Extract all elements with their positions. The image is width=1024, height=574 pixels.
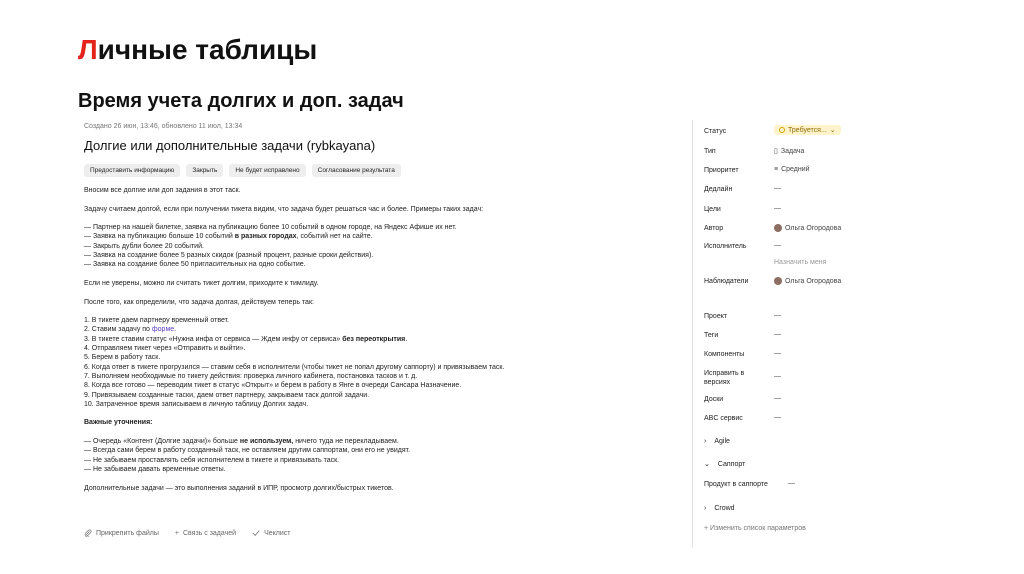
- goals-label: Цели: [704, 206, 721, 213]
- product-field[interactable]: —: [788, 480, 795, 487]
- step-line: 9. Привязываем созданные таски, даем ответ партнеру, закрываем таск долгой задачи.: [84, 391, 370, 399]
- approval-button[interactable]: Согласование результата: [312, 164, 401, 177]
- task-title: Долгие или дополнительные задачи (rybkayana): [84, 138, 376, 153]
- deadline-label: Дедлайн: [704, 186, 733, 193]
- task-meta: Создано 26 июн, 13:46, обновлено 11 июл, 13:34: [84, 123, 243, 130]
- sidebar-divider: [692, 120, 693, 548]
- attach-files-button[interactable]: [84, 529, 159, 537]
- chevron-down-icon: ⌄: [704, 461, 710, 468]
- type-value: Задача: [780, 147, 805, 155]
- fix-versions-label: Исправить в версиях: [704, 370, 745, 386]
- step-line: 10. Затраченное время записываем в личную таблицу Долгих задач.: [84, 400, 309, 408]
- crowd-label: Crowd: [714, 505, 735, 512]
- tags-field[interactable]: —: [774, 331, 781, 338]
- step-line: 1. В тикете даем партнеру временный ответ.: [84, 317, 230, 325]
- document-icon: ▯: [774, 148, 778, 155]
- example-line: — Заявка на публикацию больше 10 событий в разных городах, событий нет на сайте.: [84, 233, 373, 241]
- long-definition-text: Задачу считаем долгой, если при получении тикета видим, что задача будет решаться час и более. Примеры таких задач:: [84, 205, 484, 213]
- example-line: — Партнер на нашей билетке, заявка на публикацию более 10 событий в одном городе, на Яндекс Афише их нет.: [84, 224, 457, 232]
- goals-field[interactable]: —: [774, 205, 781, 212]
- assign-me-link[interactable]: Назначить меня: [774, 259, 827, 266]
- priority-icon: ≡: [774, 166, 779, 173]
- watchers-value: Ольга Огородова: [785, 277, 842, 285]
- type-field[interactable]: [774, 147, 804, 155]
- status-label: Статус: [704, 128, 727, 135]
- section-crowd[interactable]: [704, 505, 735, 512]
- step-line: 7. Выполняем необходимые по тикету действия: проверка личного кабинета, постановка тасков и т. д.: [84, 372, 418, 380]
- form-link[interactable]: форме: [151, 326, 175, 334]
- task-actions: [84, 164, 401, 177]
- boards-label: Доски: [704, 396, 724, 403]
- step-line: 5. Берем в работу таск.: [84, 354, 161, 362]
- extra-text: Дополнительные задачи — это выполнения заданий в ИПР, просмотр долгих/быстрых тикетов.: [84, 484, 394, 492]
- task-screenshot: [80, 118, 950, 550]
- checklist-button[interactable]: [252, 529, 290, 537]
- components-field[interactable]: —: [774, 350, 781, 357]
- priority-field[interactable]: [774, 166, 810, 173]
- status-dot-icon: [779, 127, 785, 133]
- checklist-icon: [252, 529, 260, 537]
- boards-field[interactable]: —: [774, 395, 781, 402]
- provide-info-button[interactable]: Предоставить информацию: [84, 164, 180, 177]
- section-agile[interactable]: [704, 438, 730, 445]
- status-value: Требуется...: [788, 126, 827, 134]
- avatar: [774, 224, 782, 232]
- support-label: Саппорт: [717, 460, 746, 468]
- deadline-field[interactable]: —: [774, 185, 781, 192]
- author-field[interactable]: [774, 224, 841, 232]
- watchers-label: Наблюдатели: [704, 278, 749, 285]
- assignee-field[interactable]: —: [774, 242, 781, 249]
- attach-files-label: Прикрепить файлы: [96, 529, 159, 537]
- step-line: 2. Ставим задачу по форме.: [84, 326, 177, 334]
- task-footer: [84, 529, 290, 537]
- task-description: [84, 186, 684, 493]
- project-label: Проект: [704, 313, 728, 320]
- priority-label: Приоритет: [704, 167, 739, 174]
- step-line: 8. Когда все готово — переводим тикет в статус «Открыт» и берем в работу в Янге в очереди Сансара Назначение.: [84, 382, 462, 390]
- type-label: Тип: [704, 148, 716, 155]
- link-task-label: Связь с задачей: [182, 529, 237, 537]
- chevron-right-icon: ›: [704, 438, 707, 445]
- slide-title: [78, 34, 317, 66]
- components-label: Компоненты: [704, 351, 745, 358]
- project-field[interactable]: —: [774, 312, 781, 319]
- product-label: Продукт в саппорте: [704, 481, 768, 488]
- status-dropdown[interactable]: [774, 125, 841, 135]
- note-line: — Очередь «Контент (Долгие задачи)» больше не используем, ничего туда не перекладываем.: [84, 438, 399, 446]
- paperclip-icon: [84, 529, 92, 537]
- abc-field[interactable]: —: [774, 414, 781, 421]
- slide-title-rest: ичные таблицы: [97, 34, 318, 65]
- notes-title: Важные уточнения:: [84, 419, 153, 427]
- section-support[interactable]: [704, 460, 745, 468]
- wont-fix-button[interactable]: Не будет исправлено: [229, 164, 305, 177]
- watchers-field[interactable]: [774, 277, 841, 285]
- agile-label: Agile: [714, 438, 730, 445]
- fix-versions-field[interactable]: —: [774, 373, 781, 380]
- link-task-button[interactable]: [175, 529, 236, 537]
- example-line: — Заявка на создание более 50 пригласительных на одно событие.: [84, 261, 306, 269]
- slide-title-first-letter: Л: [78, 34, 98, 65]
- tags-label: Теги: [704, 332, 719, 339]
- note-line: — Не забываем проставлять себя исполнителем в тикете и привязывать таск.: [84, 456, 340, 464]
- step-line: 4. Отправляем тикет через «Отправить и выйти».: [84, 345, 246, 353]
- note-line: — Не забываем давать временные ответы.: [84, 465, 226, 473]
- chevron-right-icon: ›: [704, 505, 707, 512]
- author-label: Автор: [704, 225, 724, 232]
- close-button[interactable]: Закрыть: [186, 164, 223, 177]
- example-line: — Закрыть дубли более 20 событий.: [84, 242, 204, 250]
- change-params-link[interactable]: + Изменить список параметров: [704, 525, 806, 532]
- author-value: Ольга Огородова: [785, 224, 842, 232]
- chevron-down-icon: ⌄: [829, 127, 836, 134]
- priority-value: Средний: [781, 166, 810, 173]
- step-line: 3. В тикете ставим статус «Нужна инфа от сервиса — Ждем инфу от сервиса» без переоткрытия.: [84, 335, 408, 343]
- intro-text: Вносим все долгие или доп задания в этот таск.: [84, 187, 241, 194]
- note-line: — Всегда сами берем в работу созданный таск, не оставляем другим саппортам, они его не увидят.: [84, 447, 411, 455]
- checklist-label: Чеклист: [264, 529, 291, 537]
- plus-icon: +: [174, 529, 179, 537]
- slide-subtitle: Время учета долгих и доп. задач: [78, 90, 404, 112]
- example-line: — Заявка на создание более 5 разных скидок (разный процент, разные сроки действия).: [84, 252, 374, 260]
- after-text: После того, как определили, что задача долгая, действуем теперь так:: [84, 298, 314, 306]
- step-line: 6. Когда ответ в тикете прогрузился — ставим себя в исполнители (чтобы тикет не попал другому саппорту) и привязываем таск.: [84, 363, 505, 371]
- abc-label: ABC сервис: [704, 415, 743, 422]
- assignee-label: Исполнитель: [704, 243, 747, 250]
- avatar: [774, 277, 782, 285]
- unsure-text: Если не уверены, можно ли считать тикет долгим, приходите к тимлиду.: [84, 279, 319, 287]
